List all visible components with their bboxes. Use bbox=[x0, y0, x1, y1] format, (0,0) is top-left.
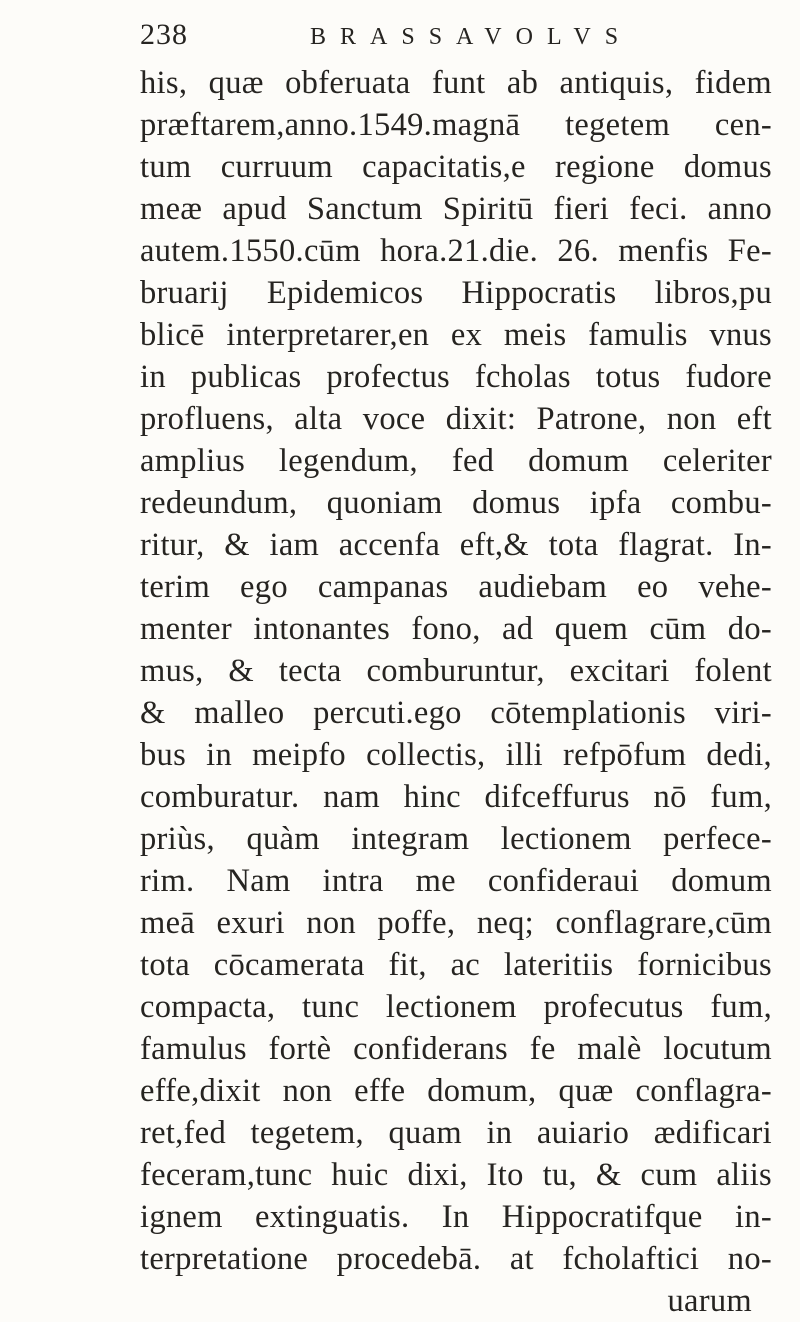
text-line: blicē interpretarer,en ex meis famulis vnus bbox=[140, 317, 772, 353]
text-line: menter intonantes fono, ad quem cūm do- bbox=[140, 611, 772, 647]
text-line: compacta, tunc lectionem profecutus fum, bbox=[140, 989, 772, 1025]
text-line: præftarem,anno.1549.magnā tegetem cen- bbox=[140, 107, 772, 143]
text-line: bruarij Epidemicos Hippocratis libros,pu bbox=[140, 275, 772, 311]
text-line: ret,fed tegetem, quam in auiario ædificari bbox=[140, 1115, 772, 1151]
text-line: autem.1550.cūm hora.21.die. 26. menfis Fe- bbox=[140, 233, 772, 269]
text-line: tota cōcamerata fit, ac lateritiis fornicibus bbox=[140, 947, 772, 983]
running-head: BRASSAVOLVS bbox=[310, 24, 633, 50]
text-line: bus in meipfo collectis, illi refpōfum dedi, bbox=[140, 737, 772, 773]
text-line: ignem extinguatis. In Hippocratifque in- bbox=[140, 1199, 772, 1235]
text-line: meā exuri non poffe, neq; conflagrare,cūm bbox=[140, 905, 772, 941]
text-line: rim. Nam intra me confideraui domum bbox=[140, 863, 772, 899]
text-line: tum curruum capacitatis,e regione domus bbox=[140, 149, 772, 185]
text-line: comburatur. nam hinc difceffurus nō fum, bbox=[140, 779, 772, 815]
text-line: terim ego campanas audiebam eo vehe- bbox=[140, 569, 772, 605]
text-line: terpretatione procedebā. at fcholaftici no- bbox=[140, 1241, 772, 1277]
text-line: priùs, quàm integram lectionem perfece- bbox=[140, 821, 772, 857]
page-header bbox=[140, 18, 660, 58]
catchword: uarum bbox=[667, 1283, 752, 1319]
text-line: & malleo percuti.ego cōtemplationis viri- bbox=[140, 695, 772, 731]
text-line: famulus fortè confiderans fe malè locutum bbox=[140, 1031, 772, 1067]
page-number: 238 bbox=[140, 18, 188, 51]
text-line: profluens, alta voce dixit: Patrone, non eft bbox=[140, 401, 772, 437]
text-line: effe,dixit non effe domum, quæ conflagra- bbox=[140, 1073, 772, 1109]
body-text bbox=[140, 62, 772, 1322]
text-line: redeundum, quoniam domus ipfa combu- bbox=[140, 485, 772, 521]
text-line: mus, & tecta comburuntur, excitari folent bbox=[140, 653, 772, 689]
text-line: amplius legendum, fed domum celeriter bbox=[140, 443, 772, 479]
text-line: meæ apud Sanctum Spiritū fieri feci. anno bbox=[140, 191, 772, 227]
text-line: feceram,tunc huic dixi, Ito tu, & cum aliis bbox=[140, 1157, 772, 1193]
text-line: his, quæ obferuata funt ab antiquis, fidem bbox=[140, 65, 772, 101]
text-line: in publicas profectus fcholas totus fudore bbox=[140, 359, 772, 395]
text-line: ritur, & iam accenfa eft,& tota flagrat. In- bbox=[140, 527, 772, 563]
